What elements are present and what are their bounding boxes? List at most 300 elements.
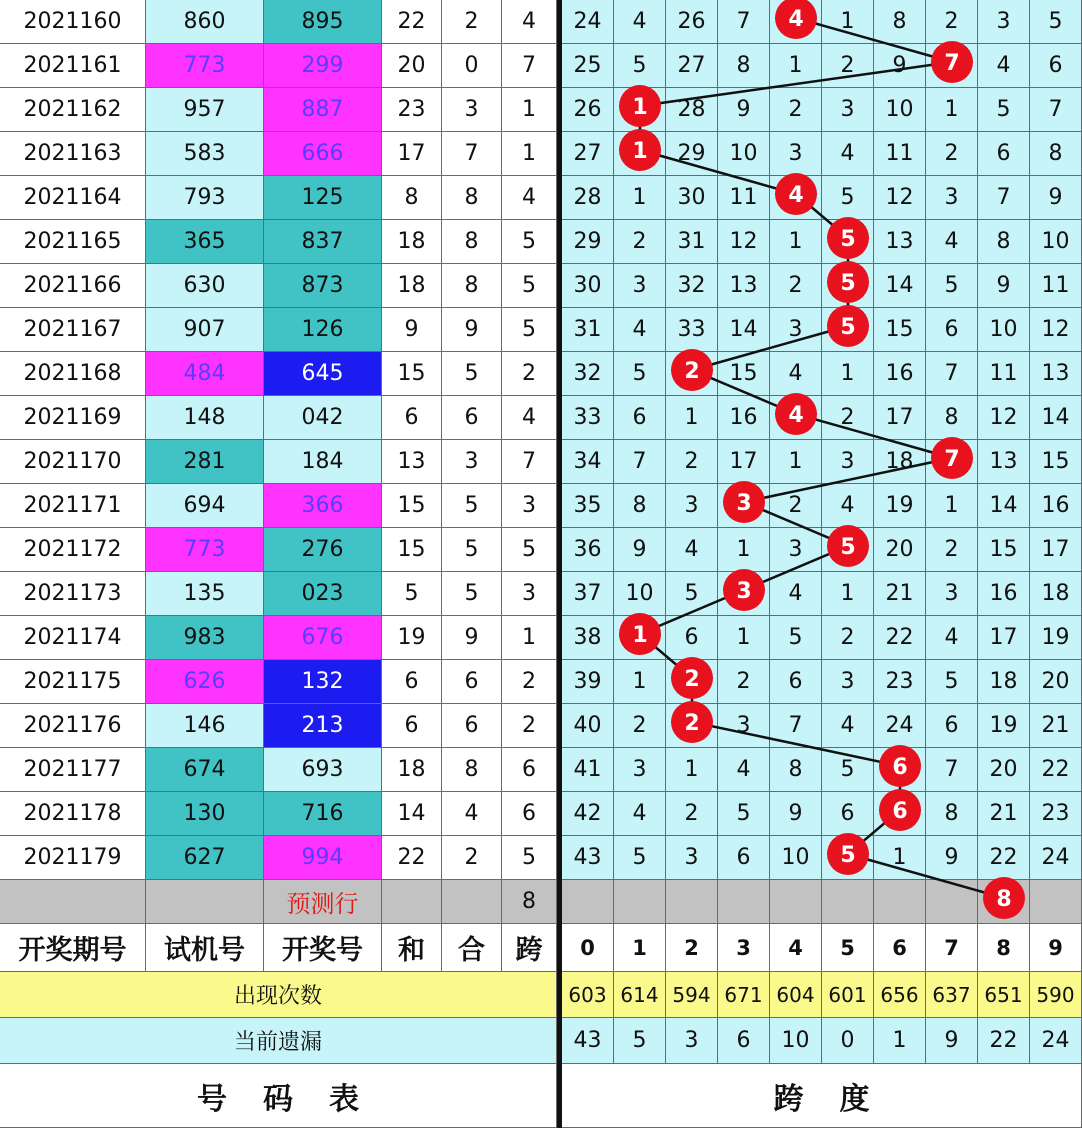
current-missing-cell: 1: [874, 1018, 926, 1064]
miss-cell: 19: [1030, 616, 1082, 660]
miss-cell: 21: [1030, 704, 1082, 748]
miss-cell: 1: [822, 352, 874, 396]
miss-cell: 4: [770, 352, 822, 396]
period-cell: 2021179: [0, 836, 146, 880]
miss-cell: 23: [874, 660, 926, 704]
column-header: 跨: [502, 924, 557, 972]
span-ball: [879, 789, 921, 831]
miss-cell: 8: [614, 484, 666, 528]
current-missing-cell: 5: [614, 1018, 666, 1064]
span-ball: [931, 41, 973, 83]
count-cell: 590: [1030, 972, 1082, 1018]
miss-cell: 27: [666, 44, 718, 88]
prediction-span-cell: 8: [502, 880, 557, 924]
miss-cell: 4: [614, 792, 666, 836]
draw-number-cell: 126: [264, 308, 382, 352]
miss-cell: 14: [874, 264, 926, 308]
draw-number-cell: 887: [264, 88, 382, 132]
miss-cell: 8: [926, 396, 978, 440]
he-cell: 5: [442, 352, 502, 396]
span-ball-label: 6: [892, 755, 908, 780]
span-ball-label: 1: [632, 623, 648, 648]
current-missing-cell: 9: [926, 1018, 978, 1064]
span-cell: 5: [502, 220, 557, 264]
he-cell: 8: [442, 264, 502, 308]
span-cell: 1: [502, 616, 557, 660]
test-number-cell: 630: [146, 264, 264, 308]
miss-cell: 32: [666, 264, 718, 308]
miss-cell: 7: [978, 176, 1030, 220]
draw-number-cell: 299: [264, 44, 382, 88]
miss-cell: 1: [770, 440, 822, 484]
span-cell: 5: [502, 308, 557, 352]
span-ball: [775, 173, 817, 215]
span-cell: 5: [502, 836, 557, 880]
span-ball: [931, 437, 973, 479]
miss-cell: 1: [770, 220, 822, 264]
miss-cell: 4: [822, 484, 874, 528]
miss-cell: 20: [1030, 660, 1082, 704]
he-cell: 0: [442, 44, 502, 88]
period-cell: 2021160: [0, 0, 146, 44]
miss-cell: 6: [666, 616, 718, 660]
miss-cell: 3: [614, 264, 666, 308]
current-missing-cell: 22: [978, 1018, 1030, 1064]
test-number-cell: 907: [146, 308, 264, 352]
sum-cell: 15: [382, 352, 442, 396]
test-number-cell: 148: [146, 396, 264, 440]
draw-number-cell: 184: [264, 440, 382, 484]
miss-cell: 3: [770, 528, 822, 572]
miss-cell: 1: [718, 528, 770, 572]
miss-cell: 7: [614, 440, 666, 484]
sum-cell: 22: [382, 0, 442, 44]
miss-cell: 33: [666, 308, 718, 352]
span-ball: [671, 701, 713, 743]
span-ball: [827, 525, 869, 567]
miss-cell: 1: [718, 616, 770, 660]
miss-cell: 7: [1030, 88, 1082, 132]
span-ball-label: 7: [944, 447, 960, 472]
miss-cell: 11: [718, 176, 770, 220]
sum-cell: 6: [382, 396, 442, 440]
span-ball: [775, 393, 817, 435]
miss-cell: 9: [718, 88, 770, 132]
test-number-cell: 694: [146, 484, 264, 528]
miss-cell: 31: [666, 220, 718, 264]
miss-cell: 1: [926, 484, 978, 528]
digit-header: 4: [770, 924, 822, 972]
miss-cell: 15: [978, 528, 1030, 572]
miss-cell: 3: [770, 308, 822, 352]
period-cell: 2021175: [0, 660, 146, 704]
count-cell: 614: [614, 972, 666, 1018]
column-header: 合: [442, 924, 502, 972]
miss-cell: 17: [978, 616, 1030, 660]
miss-cell: 22: [978, 836, 1030, 880]
miss-cell: 5: [926, 264, 978, 308]
miss-cell: 4: [926, 616, 978, 660]
count-cell: 601: [822, 972, 874, 1018]
period-cell: 2021163: [0, 132, 146, 176]
he-cell: 9: [442, 308, 502, 352]
draw-number-cell: 276: [264, 528, 382, 572]
span-cell: 1: [502, 132, 557, 176]
current-missing-cell: 24: [1030, 1018, 1082, 1064]
miss-cell: 20: [874, 528, 926, 572]
miss-cell: 12: [718, 220, 770, 264]
miss-cell: 1: [614, 176, 666, 220]
miss-cell: 4: [978, 44, 1030, 88]
miss-cell: 2: [770, 484, 822, 528]
span-ball-label: 1: [632, 95, 648, 120]
span-cell: 2: [502, 660, 557, 704]
miss-cell: 2: [822, 396, 874, 440]
miss-cell: 10: [718, 132, 770, 176]
current-missing-cell: 6: [718, 1018, 770, 1064]
he-cell: 6: [442, 396, 502, 440]
miss-cell: 4: [926, 220, 978, 264]
miss-cell: 7: [770, 704, 822, 748]
span-ball-label: 2: [684, 359, 700, 384]
miss-cell: 36: [562, 528, 614, 572]
miss-cell: 8: [1030, 132, 1082, 176]
draw-number-cell: 716: [264, 792, 382, 836]
miss-cell: 7: [718, 0, 770, 44]
he-cell: 3: [442, 88, 502, 132]
count-cell: 603: [562, 972, 614, 1018]
miss-cell: 21: [978, 792, 1030, 836]
span-cell: 4: [502, 176, 557, 220]
test-number-cell: 793: [146, 176, 264, 220]
draw-number-cell: 837: [264, 220, 382, 264]
period-cell: 2021168: [0, 352, 146, 396]
draw-number-cell: 366: [264, 484, 382, 528]
sum-cell: 17: [382, 132, 442, 176]
miss-cell: 29: [562, 220, 614, 264]
test-number-cell: 860: [146, 0, 264, 44]
miss-cell: 33: [562, 396, 614, 440]
miss-cell: 6: [770, 660, 822, 704]
draw-number-cell: 645: [264, 352, 382, 396]
miss-cell: 32: [562, 352, 614, 396]
count-cell: 637: [926, 972, 978, 1018]
period-cell: 2021164: [0, 176, 146, 220]
period-cell: 2021166: [0, 264, 146, 308]
miss-cell: 21: [874, 572, 926, 616]
test-number-cell: 130: [146, 792, 264, 836]
miss-cell: 5: [614, 352, 666, 396]
draw-number-cell: 895: [264, 0, 382, 44]
span-ball: [983, 877, 1025, 919]
sum-cell: 18: [382, 264, 442, 308]
he-cell: 7: [442, 132, 502, 176]
miss-cell: 9: [770, 792, 822, 836]
miss-cell: 15: [1030, 440, 1082, 484]
miss-cell: 5: [978, 88, 1030, 132]
span-ball: [827, 261, 869, 303]
sum-cell: 15: [382, 528, 442, 572]
miss-cell: 11: [978, 352, 1030, 396]
period-cell: 2021161: [0, 44, 146, 88]
span-cell: 2: [502, 704, 557, 748]
span-ball-label: 4: [788, 7, 804, 32]
miss-cell: 9: [926, 836, 978, 880]
digit-header: 2: [666, 924, 718, 972]
miss-cell: 9: [978, 264, 1030, 308]
miss-cell: 4: [822, 132, 874, 176]
span-ball-label: 7: [944, 51, 960, 76]
miss-cell: 24: [562, 0, 614, 44]
span-ball-label: 5: [840, 535, 856, 560]
miss-cell: 4: [614, 308, 666, 352]
span-ball-label: 5: [840, 315, 856, 340]
sum-cell: 8: [382, 176, 442, 220]
sum-cell: 13: [382, 440, 442, 484]
miss-cell: 5: [614, 836, 666, 880]
span-ball-label: 4: [788, 183, 804, 208]
he-cell: 5: [442, 528, 502, 572]
period-cell: 2021172: [0, 528, 146, 572]
period-cell: 2021165: [0, 220, 146, 264]
span-ball-label: 5: [840, 271, 856, 296]
miss-cell: 5: [822, 176, 874, 220]
miss-cell: 16: [718, 396, 770, 440]
miss-cell: 15: [718, 352, 770, 396]
test-number-cell: 983: [146, 616, 264, 660]
draw-number-cell: 213: [264, 704, 382, 748]
miss-cell: 28: [666, 88, 718, 132]
span-cell: 4: [502, 0, 557, 44]
miss-cell: 6: [926, 308, 978, 352]
he-cell: 8: [442, 748, 502, 792]
miss-cell: 30: [666, 176, 718, 220]
test-number-cell: 773: [146, 44, 264, 88]
miss-cell: 14: [978, 484, 1030, 528]
miss-cell: 27: [562, 132, 614, 176]
miss-cell: 10: [614, 572, 666, 616]
miss-cell: 10: [978, 308, 1030, 352]
miss-cell: 8: [718, 44, 770, 88]
digit-header: 6: [874, 924, 926, 972]
period-cell: 2021177: [0, 748, 146, 792]
miss-cell: 1: [614, 660, 666, 704]
miss-cell: 19: [874, 484, 926, 528]
miss-cell: 40: [562, 704, 614, 748]
span-cell: 5: [502, 528, 557, 572]
miss-cell: 3: [822, 660, 874, 704]
miss-cell: 8: [874, 0, 926, 44]
miss-cell: 2: [822, 44, 874, 88]
miss-cell: 12: [978, 396, 1030, 440]
digit-header: 0: [562, 924, 614, 972]
miss-cell: 1: [822, 572, 874, 616]
miss-cell: 12: [874, 176, 926, 220]
miss-cell: 5: [926, 660, 978, 704]
miss-cell: 24: [874, 704, 926, 748]
miss-cell: 23: [1030, 792, 1082, 836]
period-cell: 2021162: [0, 88, 146, 132]
test-number-cell: 583: [146, 132, 264, 176]
span-ball: [619, 85, 661, 127]
span-cell: 3: [502, 484, 557, 528]
miss-cell: 2: [926, 0, 978, 44]
span-cell: 7: [502, 440, 557, 484]
period-cell: 2021174: [0, 616, 146, 660]
miss-cell: 39: [562, 660, 614, 704]
miss-cell: 22: [1030, 748, 1082, 792]
miss-cell: 3: [926, 176, 978, 220]
miss-cell: 2: [718, 660, 770, 704]
miss-cell: 4: [718, 748, 770, 792]
miss-cell: 10: [770, 836, 822, 880]
miss-cell: 18: [978, 660, 1030, 704]
test-number-cell: 365: [146, 220, 264, 264]
miss-cell: 13: [1030, 352, 1082, 396]
count-cell: 651: [978, 972, 1030, 1018]
miss-cell: 2: [666, 792, 718, 836]
sum-cell: 22: [382, 836, 442, 880]
miss-cell: 17: [1030, 528, 1082, 572]
he-cell: 5: [442, 484, 502, 528]
test-number-cell: 484: [146, 352, 264, 396]
span-ball: [827, 217, 869, 259]
miss-cell: 37: [562, 572, 614, 616]
sum-cell: 9: [382, 308, 442, 352]
miss-cell: 25: [562, 44, 614, 88]
miss-cell: 5: [666, 572, 718, 616]
period-cell: 2021170: [0, 440, 146, 484]
miss-cell: 31: [562, 308, 614, 352]
miss-cell: 42: [562, 792, 614, 836]
he-cell: 2: [442, 0, 502, 44]
miss-cell: 2: [822, 616, 874, 660]
span-ball: [671, 657, 713, 699]
miss-cell: 3: [666, 484, 718, 528]
period-cell: 2021176: [0, 704, 146, 748]
miss-cell: 6: [822, 792, 874, 836]
miss-cell: 6: [1030, 44, 1082, 88]
miss-cell: 13: [874, 220, 926, 264]
test-number-cell: 146: [146, 704, 264, 748]
draw-number-cell: 042: [264, 396, 382, 440]
span-cell: 7: [502, 44, 557, 88]
count-cell: 671: [718, 972, 770, 1018]
miss-cell: 12: [1030, 308, 1082, 352]
span-ball-label: 2: [684, 667, 700, 692]
digit-header: 5: [822, 924, 874, 972]
miss-cell: 6: [614, 396, 666, 440]
miss-cell: 14: [1030, 396, 1082, 440]
miss-cell: 7: [926, 748, 978, 792]
digit-header: 3: [718, 924, 770, 972]
prediction-label: 预测行: [264, 880, 382, 924]
span-ball: [827, 833, 869, 875]
sum-cell: 19: [382, 616, 442, 660]
footer-number-table: 号码表: [0, 1064, 557, 1128]
span-ball-label: 5: [840, 227, 856, 252]
draw-number-cell: 125: [264, 176, 382, 220]
test-number-cell: 773: [146, 528, 264, 572]
he-cell: 4: [442, 792, 502, 836]
test-number-cell: 674: [146, 748, 264, 792]
span-ball: [619, 129, 661, 171]
he-cell: 6: [442, 660, 502, 704]
miss-cell: 6: [926, 704, 978, 748]
span-ball: [671, 349, 713, 391]
miss-cell: 18: [874, 440, 926, 484]
miss-cell: 5: [770, 616, 822, 660]
period-cell: 2021178: [0, 792, 146, 836]
span-ball-label: 3: [736, 579, 752, 604]
miss-cell: 20: [978, 748, 1030, 792]
miss-cell: 15: [874, 308, 926, 352]
count-cell: 656: [874, 972, 926, 1018]
draw-number-cell: 994: [264, 836, 382, 880]
miss-cell: 26: [562, 88, 614, 132]
test-number-cell: 281: [146, 440, 264, 484]
span-ball-label: 5: [840, 843, 856, 868]
miss-cell: 2: [614, 220, 666, 264]
sum-cell: 6: [382, 704, 442, 748]
span-ball: [723, 481, 765, 523]
sum-cell: 18: [382, 748, 442, 792]
miss-cell: 4: [822, 704, 874, 748]
miss-cell: 1: [926, 88, 978, 132]
miss-cell: 3: [770, 132, 822, 176]
miss-cell: 9: [874, 44, 926, 88]
he-cell: 8: [442, 176, 502, 220]
miss-cell: 1: [770, 44, 822, 88]
count-cell: 604: [770, 972, 822, 1018]
miss-cell: 14: [718, 308, 770, 352]
miss-cell: 7: [926, 352, 978, 396]
span-ball-label: 3: [736, 491, 752, 516]
miss-cell: 6: [978, 132, 1030, 176]
digit-header: 7: [926, 924, 978, 972]
miss-cell: 17: [718, 440, 770, 484]
miss-cell: 11: [874, 132, 926, 176]
miss-cell: 29: [666, 132, 718, 176]
sum-cell: 23: [382, 88, 442, 132]
miss-cell: 16: [978, 572, 1030, 616]
sum-cell: 5: [382, 572, 442, 616]
draw-number-cell: 676: [264, 616, 382, 660]
current-missing-cell: 0: [822, 1018, 874, 1064]
miss-cell: 38: [562, 616, 614, 660]
miss-cell: 2: [666, 440, 718, 484]
span-cell: 2: [502, 352, 557, 396]
current-missing-cell: 10: [770, 1018, 822, 1064]
miss-cell: 1: [666, 748, 718, 792]
miss-cell: 8: [770, 748, 822, 792]
he-cell: 5: [442, 572, 502, 616]
miss-cell: 26: [666, 0, 718, 44]
span-ball: [827, 305, 869, 347]
draw-number-cell: 023: [264, 572, 382, 616]
span-cell: 5: [502, 264, 557, 308]
miss-cell: 4: [770, 572, 822, 616]
test-number-cell: 135: [146, 572, 264, 616]
miss-cell: 5: [822, 748, 874, 792]
span-cell: 3: [502, 572, 557, 616]
span-ball: [879, 745, 921, 787]
he-cell: 9: [442, 616, 502, 660]
sum-cell: 20: [382, 44, 442, 88]
miss-cell: 6: [718, 836, 770, 880]
column-header: 试机号: [146, 924, 264, 972]
miss-cell: 24: [1030, 836, 1082, 880]
